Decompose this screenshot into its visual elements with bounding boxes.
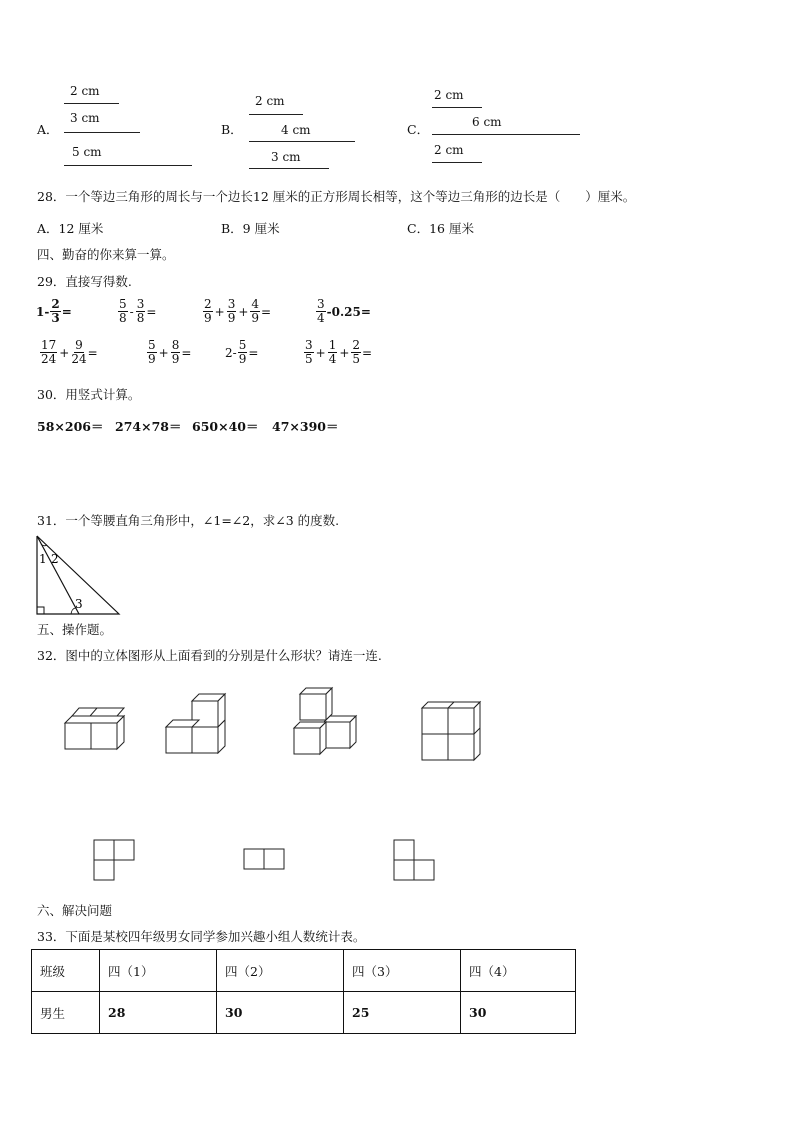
- table-cell: 30: [461, 992, 576, 1034]
- segment-label: 3 cm: [70, 111, 100, 125]
- q29-item: $\frac{17}{24}$ + $\frac{9}{24}$ =: [41, 338, 98, 366]
- solid-figure: [60, 700, 130, 752]
- table-cell: 25: [344, 992, 461, 1034]
- segment-line: [64, 132, 140, 133]
- q29-item: $\frac{5}{8}$ - $\frac{3}{8}$ =: [119, 297, 157, 325]
- segment-line: [249, 114, 303, 115]
- segment-line: [432, 162, 482, 163]
- q30-title: 30．用竖式计算。: [37, 387, 141, 402]
- segment-label: 4 cm: [281, 123, 311, 137]
- q28-option-a: A．12 厘米: [37, 221, 104, 236]
- segment-label: 2 cm: [434, 88, 464, 102]
- angle-label: 2: [51, 552, 59, 566]
- option-b-label: B．: [221, 122, 243, 137]
- q28-option-b: B．9 厘米: [221, 221, 280, 236]
- segment-line: [249, 168, 329, 169]
- segment-line: [249, 141, 355, 142]
- table-header-row: [32, 950, 576, 992]
- segment-label: 3 cm: [271, 150, 301, 164]
- q32-question: 32．图中的立体图形从上面看到的分别是什么形状？请连一连.: [37, 648, 382, 663]
- table-row: [32, 992, 576, 1034]
- option-c-label: C．: [407, 122, 430, 137]
- segment-label: 2 cm: [255, 94, 285, 108]
- q30-item: 58×206＝: [37, 419, 104, 434]
- q30-item: 650×40＝: [192, 419, 259, 434]
- solid-figure: [162, 690, 232, 754]
- section-4-heading: 四、勤奋的你来算一算。: [37, 247, 175, 262]
- table-cell: 四（1）: [100, 950, 217, 992]
- segment-line: [432, 107, 482, 108]
- table-cell: 男生: [32, 992, 100, 1034]
- top-view-shape: [92, 838, 138, 882]
- q29-item: 1- $\frac{2}{3}$ =: [36, 297, 72, 325]
- angle-label: 1: [39, 552, 47, 566]
- table-cell: 四（3）: [344, 950, 461, 992]
- table-cell: 28: [100, 992, 217, 1034]
- triangle-figure: [30, 532, 125, 618]
- segment-line: [432, 134, 580, 135]
- solid-figure: [418, 698, 486, 762]
- q30-item: 47×390＝: [272, 419, 339, 434]
- section-5-heading: 五、操作题。: [37, 622, 113, 637]
- q33-question: 33．下面是某校四年级男女同学参加兴趣小组人数统计表。: [37, 929, 366, 944]
- q29-item: $\frac{2}{9}$ + $\frac{3}{9}$ + $\frac{4}{9}$ =: [204, 297, 272, 325]
- option-a-label: A．: [37, 122, 59, 137]
- solid-figure: [290, 686, 362, 756]
- section-6-heading: 六、解决问题: [37, 903, 113, 918]
- top-view-shape: [392, 838, 438, 882]
- table-cell: 四（2）: [217, 950, 344, 992]
- q28-question: 28．一个等边三角形的周长与一个边长12 厘米的正方形周长相等，这个等边三角形的边长是（ ）厘米。: [37, 189, 636, 204]
- table-cell: 四（4）: [461, 950, 576, 992]
- q29-item: $\frac{3}{4}$ -0.25=: [317, 297, 371, 325]
- q29-item: 2- $\frac{5}{9}$ =: [225, 338, 259, 366]
- q30-item: 274×78＝: [115, 419, 182, 434]
- table-cell: 30: [217, 992, 344, 1034]
- q29-item: $\frac{5}{9}$ + $\frac{8}{9}$ =: [148, 338, 192, 366]
- segment-label: 5 cm: [72, 145, 102, 159]
- angle-label: 3: [75, 597, 83, 611]
- q31-question: 31．一个等腰直角三角形中，∠1=∠2，求∠3 的度数.: [37, 513, 340, 528]
- q29-item: $\frac{3}{5}$ + $\frac{1}{4}$ + $\frac{2}{5}$ =: [305, 338, 373, 366]
- q29-title: 29．直接写得数.: [37, 274, 132, 289]
- segment-label: 2 cm: [70, 84, 100, 98]
- stats-table: [31, 949, 576, 1034]
- segment-line: [64, 165, 192, 166]
- segment-label: 6 cm: [472, 115, 502, 129]
- top-view-shape: [242, 847, 288, 873]
- q28-option-c: C．16 厘米: [407, 221, 474, 236]
- segment-line: [64, 103, 119, 104]
- segment-label: 2 cm: [434, 143, 464, 157]
- table-cell: 班级: [32, 950, 100, 992]
